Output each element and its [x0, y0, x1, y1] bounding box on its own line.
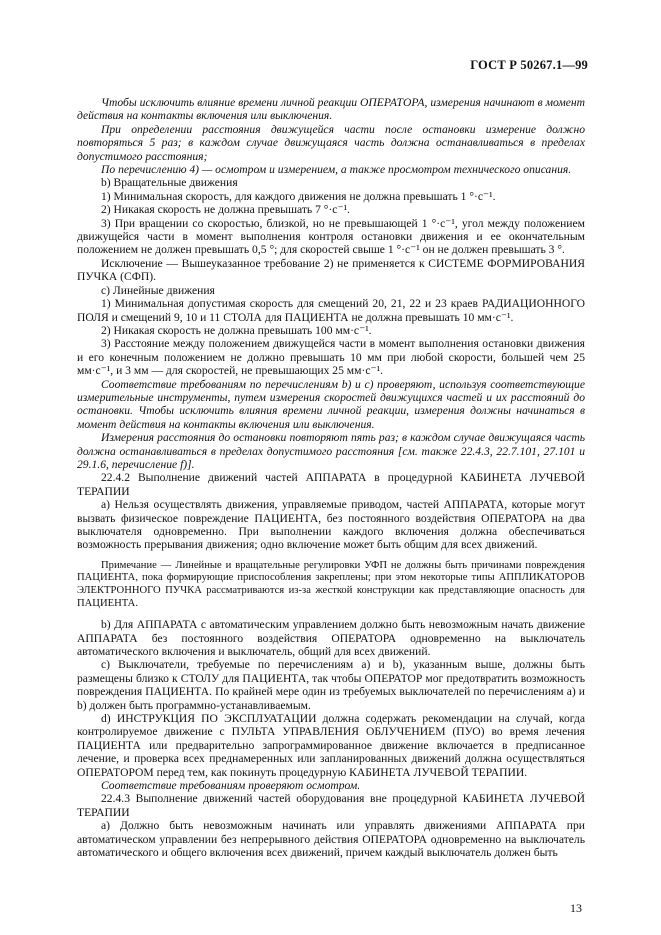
list-item: 2) Никакая скорость не должна превышать 7 °·с⁻¹. [101, 203, 350, 217]
paragraph: При определении расстояния движущейся части после остановки измерение должно повторяться 5 раз; в каждом случае движущаяся часть должна останавливаться в пределах допустимого расстояния; [77, 122, 585, 163]
paragraph: Исключение — Вышеуказанное требование 2) не применяется к СИСТЕМЕ ФОРМИРОВАНИЯ ПУЧКА (СФП). [77, 256, 585, 284]
list-item: 3) Расстояние между положением движущейся части в момент выполнения остановки движения и его конечным положением не должно превышать 10 мм при любой скорости, большей чем 25 мм·с⁻¹, и 3 мм — для скоростей, не превышающих 25 мм·с⁻¹. [77, 337, 585, 378]
paragraph: Чтобы исключить влияние времени личной реакции ОПЕРАТОРА, измерения начинают в момент действия на контакты включения или выключения. [77, 96, 585, 123]
document-body [77, 96, 585, 860]
list-item: a) Должно быть невозможным начинать или управлять движениями АППАРАТА при автоматическом управлении без непрерывного действия ОПЕРАТОРА одновременно на выключатель автоматического и общего включения всех движений, причем каждый выключатель должен быть [77, 819, 585, 860]
list-item: 2) Никакая скорость не должна превышать 100 мм·с⁻¹. [101, 323, 372, 337]
paragraph: Соответствие требованиям проверяют осмотром. [101, 779, 361, 793]
section-heading: 22.4.3 Выполнение движений частей оборудования вне процедурной КАБИНЕТА ЛУЧЕВОЙ ТЕРАПИИ [77, 792, 585, 819]
note: Примечание — Линейные и вращательные регулировки УФП не должны быть причинами повреждения ПАЦИЕНТА, пока формирующие приспособления закреплены; при этом некоторые типы АППЛИКАТОРОВ ЭЛЕКТРОННОГО ПУЧКА рассматриваются из-за жесткой конструкции как представляющие опасность для ПАЦИЕНТА. [77, 559, 585, 609]
paragraph: Измерения расстояния до остановки повторяют пять раз; в каждом случае движущаяся часть должна останавливаться в пределах допустимого расстояния [см. также 22.4.3, 22.7.101, 27.101 и 29.1.6, перечисление f)]. [77, 431, 585, 471]
list-item: 1) Минимальная допустимая скорость для смещений 20, 21, 22 и 23 краев РАДИАЦИОННОГО ПОЛЯ и смещений 9, 10 и 11 СТОЛА для ПАЦИЕНТА не должна превышать 10 мм·с⁻¹. [77, 297, 585, 324]
list-item: 1) Минимальная скорость, для каждого движения не должна превышать 1 °·с⁻¹. [101, 189, 496, 203]
page-number: 13 [570, 901, 582, 915]
list-item: d) ИНСТРУКЦИЯ ПО ЭКСПЛУАТАЦИИ должна содержать рекомендации на случай, когда контролируемое движение с ПУЛЬТА УПРАВЛЕНИЯ ОБЛУЧЕНИЕМ (ПУО) во время лечения ПАЦИЕНТА или предварительно запрограммированное движение включается в предписанное лечение, и проверка всех преднамеренных или запланированных движений должна осуществляться ОПЕРАТОРОМ перед тем, как покинуть процедурную КАБИНЕТА ЛУЧЕВОЙ ТЕРАПИИ. [77, 712, 585, 779]
list-item: a) Нельзя осуществлять движения, управляемые приводом, частей АППАРАТА, которые могут вызвать физическое повреждение ПАЦИЕНТА, без постоянного воздействия ОПЕРАТОРА на два выключателя одновременно. При выполнении каждого включения должна обеспечиваться возможность прерывания движения; одно включение может быть общим для всех движений. [77, 498, 586, 552]
list-heading: b) Вращательные движения [101, 176, 238, 190]
section-heading: 22.4.2 Выполнение движений частей АППАРАТА в процедурной КАБИНЕТА ЛУЧЕВОЙ ТЕРАПИИ [77, 471, 585, 498]
paragraph: По перечислению 4) — осмотром и измерением, а также просмотром технического описания. [101, 163, 572, 177]
list-item: 3) При вращении со скоростью, близкой, но не превышающей 1 °·с⁻¹, угол между положением движущейся части в момент выполнения контроля остановки движения и ее окончательным положением не должен превышать 0,5 °; для скоростей свыше 1 °·с⁻¹ он не должен превышать 3 °. [77, 216, 585, 257]
list-item: b) Для АППАРАТА с автоматическим управлением должно быть невозможным начать движение АППАРАТА без постоянного воздействия ОПЕРАТОРА одновременно на выключатель автоматического включения и выключатель, общий для всех движений. [77, 618, 585, 658]
list-item: c) Выключатели, требуемые по перечислениям a) и b), указанным выше, должны быть размещены близко к СТОЛУ для ПАЦИЕНТА, так чтобы ОПЕРАТОР мог предотвратить возможность повреждения ПАЦИЕНТА. По крайней мере один из требуемых выключателей по перечислениям a) и b) должен быть программно-устанавливаемым. [77, 658, 585, 712]
list-heading: c) Линейные движения [101, 283, 215, 297]
paragraph: Соответствие требованиям по перечислениям b) и c) проверяют, используя соответствующие измерительные инструменты, путем измерения скоростей движущихся частей и их расстояний до остановки. Чтобы исключить влияния времени личной реакции, измерения должны начинаться в момент действия на контакты включения или выключения. [77, 377, 585, 431]
document-header: ГОСТ Р 50267.1—99 [470, 58, 588, 72]
